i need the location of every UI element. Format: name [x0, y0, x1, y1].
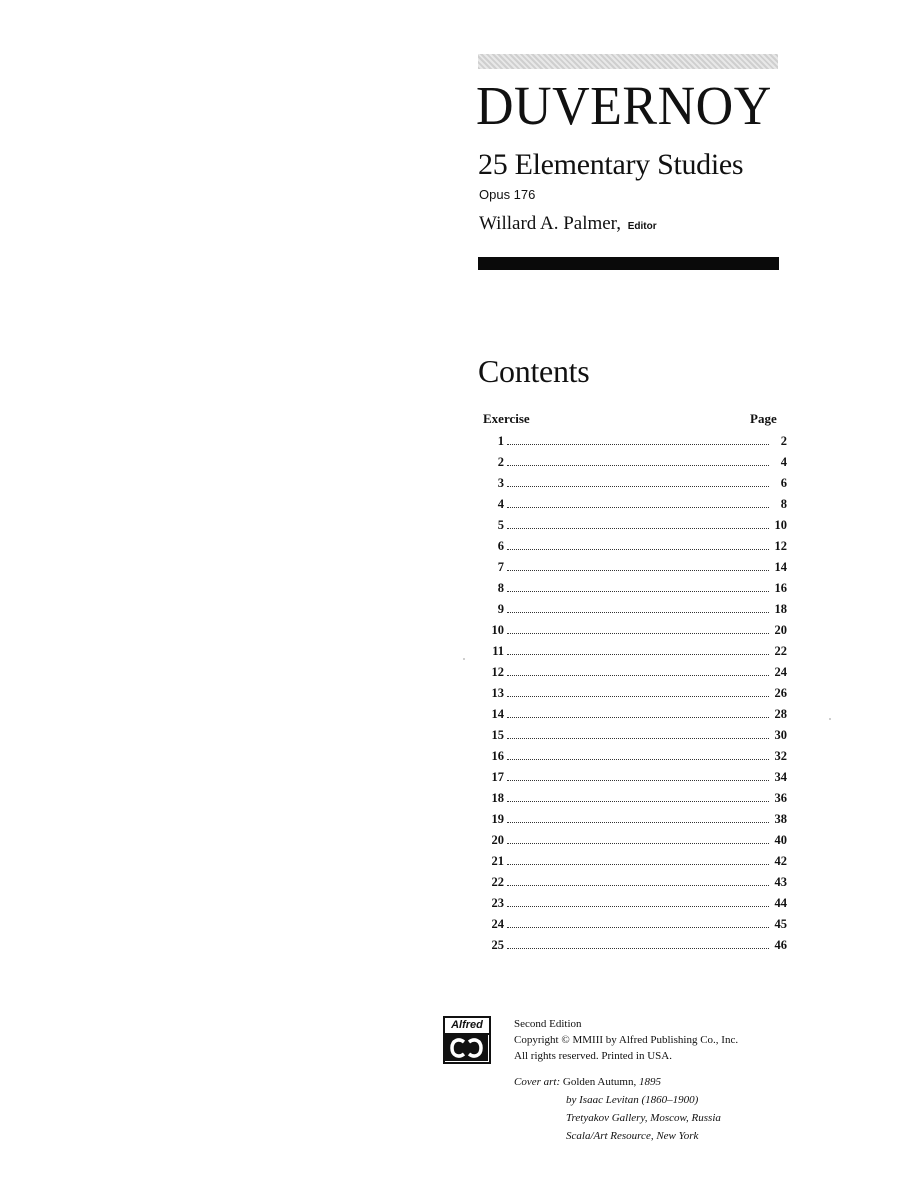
- exercise-number: 15: [491, 728, 504, 742]
- page-number: 4: [780, 455, 787, 469]
- contents-entry: [484, 449, 787, 470]
- dot-leader: [507, 885, 769, 886]
- exercise-number: 8: [497, 581, 504, 595]
- dot-leader: [507, 906, 769, 907]
- exercise-number: 11: [492, 644, 504, 658]
- contents-entry: [484, 701, 787, 722]
- exercise-number: 25: [491, 938, 504, 952]
- contents-entry: [484, 806, 787, 827]
- contents-entry: [484, 743, 787, 764]
- exercise-number: 24: [491, 917, 504, 931]
- contents-entry: [484, 512, 787, 533]
- work-title: 25 Elementary Studies: [478, 148, 744, 181]
- cover-art-gallery: Tretyakov Gallery, Moscow, Russia: [566, 1112, 721, 1124]
- alfred-logo-mark-icon: [445, 1035, 488, 1061]
- exercise-number: 23: [491, 896, 504, 910]
- exercise-number: 18: [491, 791, 504, 805]
- contents-heading: Contents: [478, 353, 590, 389]
- contents-entry: [484, 722, 787, 743]
- page-number: 43: [774, 875, 787, 889]
- exercise-number: 20: [491, 833, 504, 847]
- dot-leader: [507, 570, 769, 571]
- dot-leader: [507, 465, 769, 466]
- editor-credit: [479, 213, 657, 235]
- contents-entry: [484, 848, 787, 869]
- exercise-number: 6: [497, 539, 504, 553]
- top-pattern-bar: [478, 54, 778, 69]
- exercise-number: 5: [497, 518, 504, 532]
- dot-leader: [507, 822, 769, 823]
- contents-entry: [484, 890, 787, 911]
- exercise-number: 16: [491, 749, 504, 763]
- exercise-number: 13: [491, 686, 504, 700]
- cover-art-year: 1895: [638, 1076, 661, 1088]
- exercise-number: 7: [497, 560, 504, 574]
- dot-leader: [507, 717, 769, 718]
- scan-speck: [463, 658, 465, 660]
- dot-leader: [507, 444, 769, 445]
- editor-name: Willard A. Palmer,: [479, 213, 621, 234]
- exercise-number: 12: [491, 665, 504, 679]
- cover-art-artist: by Isaac Levitan (1860–1900): [566, 1094, 699, 1106]
- contents-entry: [484, 575, 787, 596]
- cover-art-source: Scala/Art Resource, New York: [566, 1130, 699, 1142]
- contents-entry: [484, 428, 787, 449]
- contents-entry: [484, 932, 787, 953]
- dot-leader: [507, 738, 769, 739]
- contents-entry: [484, 491, 787, 512]
- exercise-number: 22: [491, 875, 504, 889]
- rights-text: All rights reserved. Printed in USA.: [514, 1050, 672, 1062]
- page-number: 46: [774, 938, 787, 952]
- page-number: 26: [774, 686, 787, 700]
- contents-list: [484, 428, 787, 953]
- page-number: 8: [780, 497, 787, 511]
- dot-leader: [507, 843, 769, 844]
- dot-leader: [507, 801, 769, 802]
- page-number: 2: [780, 434, 787, 448]
- exercise-number: 17: [491, 770, 504, 784]
- contents-entry: [484, 680, 787, 701]
- cover-art-title: Golden Autumn,: [562, 1076, 637, 1088]
- contents-entry: [484, 470, 787, 491]
- exercise-number: 14: [491, 707, 504, 721]
- page-number: 14: [774, 560, 787, 574]
- dot-leader: [507, 528, 769, 529]
- dot-leader: [507, 507, 769, 508]
- contents-entry: [484, 638, 787, 659]
- copyright-text: Copyright © MMIII by Alfred Publishing Co., Inc.: [514, 1034, 739, 1046]
- contents-entry: [484, 911, 787, 932]
- contents-entry: [484, 617, 787, 638]
- dot-leader: [507, 780, 769, 781]
- page-number: 12: [774, 539, 787, 553]
- cover-art-title-line: [514, 1073, 721, 1091]
- cover-art-label: Cover art:: [514, 1076, 561, 1088]
- page-number: 30: [774, 728, 787, 742]
- page-number: 24: [774, 665, 787, 679]
- page-number: 28: [774, 707, 787, 721]
- page-number: 44: [774, 896, 787, 910]
- dot-leader: [507, 654, 769, 655]
- exercise-number: 4: [497, 497, 504, 511]
- alfred-logo-text: Alfred: [445, 1018, 489, 1035]
- contents-entry: [484, 596, 787, 617]
- page-number: 42: [774, 854, 787, 868]
- contents-entry: [484, 533, 787, 554]
- publisher-info: [514, 1016, 738, 1064]
- dot-leader: [507, 633, 769, 634]
- contents-entry: [484, 764, 787, 785]
- dot-leader: [507, 948, 769, 949]
- page-number: 36: [774, 791, 787, 805]
- page-number: 20: [774, 623, 787, 637]
- page-number: 10: [774, 518, 787, 532]
- dot-leader: [507, 696, 769, 697]
- dot-leader: [507, 927, 769, 928]
- page-number: 45: [774, 917, 787, 931]
- composer-name: DUVERNOY: [476, 76, 772, 137]
- contents-entry: [484, 827, 787, 848]
- exercise-number: 1: [497, 434, 504, 448]
- page-number: 38: [774, 812, 787, 826]
- dot-leader: [507, 591, 769, 592]
- dot-leader: [507, 486, 769, 487]
- page-number: 32: [774, 749, 787, 763]
- dot-leader: [507, 675, 769, 676]
- contents-entry: [484, 869, 787, 890]
- alfred-logo: [443, 1016, 491, 1064]
- contents-entry: [484, 659, 787, 680]
- page-number: 40: [774, 833, 787, 847]
- cover-art-credit: [514, 1073, 721, 1145]
- contents-entry: [484, 554, 787, 575]
- exercise-column-header: Exercise: [483, 411, 530, 426]
- exercise-number: 2: [497, 455, 504, 469]
- edition-text: Second Edition: [514, 1018, 582, 1030]
- page-number: 22: [774, 644, 787, 658]
- exercise-number: 3: [497, 476, 504, 490]
- page-column-header: Page: [750, 411, 777, 426]
- page-number: 34: [774, 770, 787, 784]
- dot-leader: [507, 612, 769, 613]
- page-number: 16: [774, 581, 787, 595]
- scan-speck: [829, 718, 831, 720]
- heavy-rule: [478, 257, 779, 270]
- contents-entry: [484, 785, 787, 806]
- exercise-number: 19: [491, 812, 504, 826]
- editor-role: Editor: [627, 221, 657, 232]
- page-number: 18: [774, 602, 787, 616]
- dot-leader: [507, 759, 769, 760]
- dot-leader: [507, 864, 769, 865]
- opus-number: Opus 176: [479, 187, 536, 202]
- page-number: 6: [780, 476, 787, 490]
- exercise-number: 10: [491, 623, 504, 637]
- exercise-number: 21: [491, 854, 504, 868]
- exercise-number: 9: [497, 602, 504, 616]
- dot-leader: [507, 549, 769, 550]
